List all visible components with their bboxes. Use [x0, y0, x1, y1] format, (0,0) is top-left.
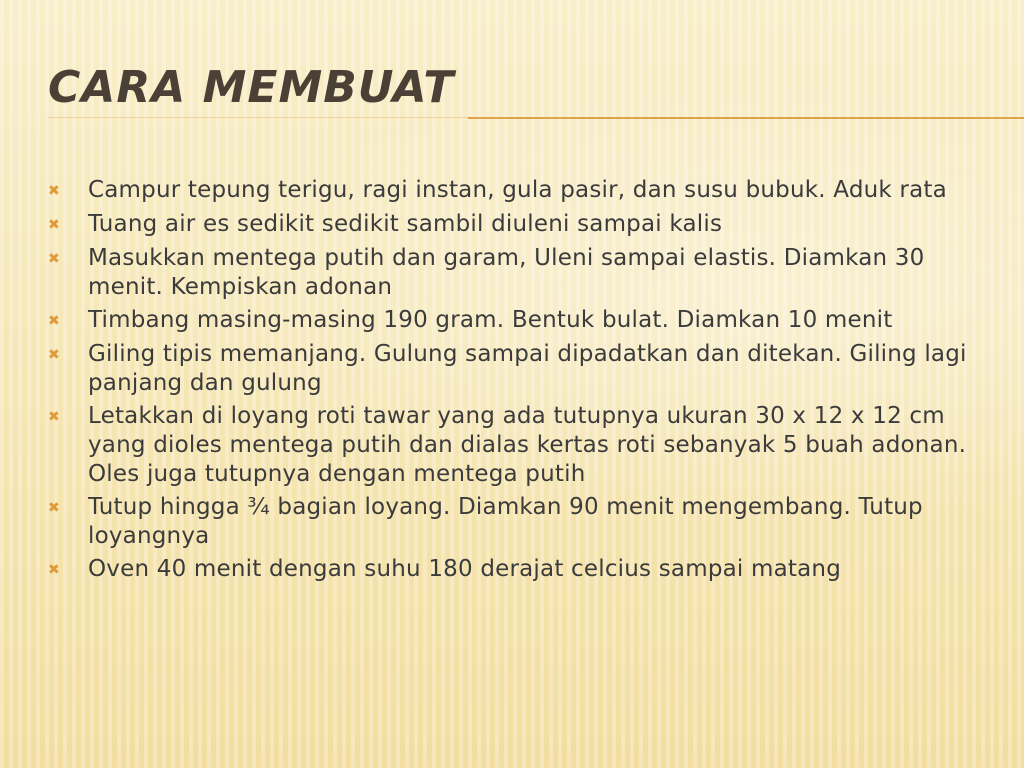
slide-title: CARA MEMBUAT: [48, 62, 455, 113]
x-bullet-icon: ✖: [48, 183, 60, 199]
title-rule: [468, 117, 1024, 119]
x-bullet-icon: ✖: [48, 251, 60, 267]
step-text: Giling tipis memanjang. Gulung sampai dipadatkan dan ditekan. Giling lagi panjang dan gulung: [88, 341, 967, 396]
list-item: [44, 244, 1004, 302]
x-bullet-icon: ✖: [48, 500, 60, 516]
x-bullet-icon: ✖: [48, 409, 60, 425]
step-text: Timbang masing-masing 190 gram. Bentuk bulat. Diamkan 10 menit: [88, 307, 893, 333]
x-bullet-icon: ✖: [48, 347, 60, 363]
title-underline: [48, 117, 468, 118]
step-text: Letakkan di loyang roti tawar yang ada tutupnya ukuran 30 x 12 x 12 cm yang dioles mentega putih dan dialas kertas roti sebanyak 5 buah adonan. Oles juga tutupnya dengan mentega putih: [88, 403, 967, 487]
step-text: Masukkan mentega putih dan garam, Uleni sampai elastis. Diamkan 30 menit. Kempiskan adonan: [88, 245, 925, 300]
step-text: Tutup hingga ¾ bagian loyang. Diamkan 90 menit mengembang. Tutup loyangnya: [88, 494, 923, 549]
list-item: [44, 402, 1004, 489]
step-text: Tuang air es sedikit sedikit sambil diuleni sampai kalis: [88, 211, 723, 237]
steps-list: [44, 176, 1004, 589]
step-text: Campur tepung terigu, ragi instan, gula pasir, dan susu bubuk. Aduk rata: [88, 177, 947, 203]
list-item: [44, 306, 1004, 336]
list-item: [44, 340, 1004, 398]
list-item: [44, 555, 1004, 585]
x-bullet-icon: ✖: [48, 313, 60, 329]
list-item: [44, 493, 1004, 551]
x-bullet-icon: ✖: [48, 562, 60, 578]
list-item: [44, 176, 1004, 206]
x-bullet-icon: ✖: [48, 217, 60, 233]
list-item: [44, 210, 1004, 240]
step-text: Oven 40 menit dengan suhu 180 derajat celcius sampai matang: [88, 556, 841, 582]
